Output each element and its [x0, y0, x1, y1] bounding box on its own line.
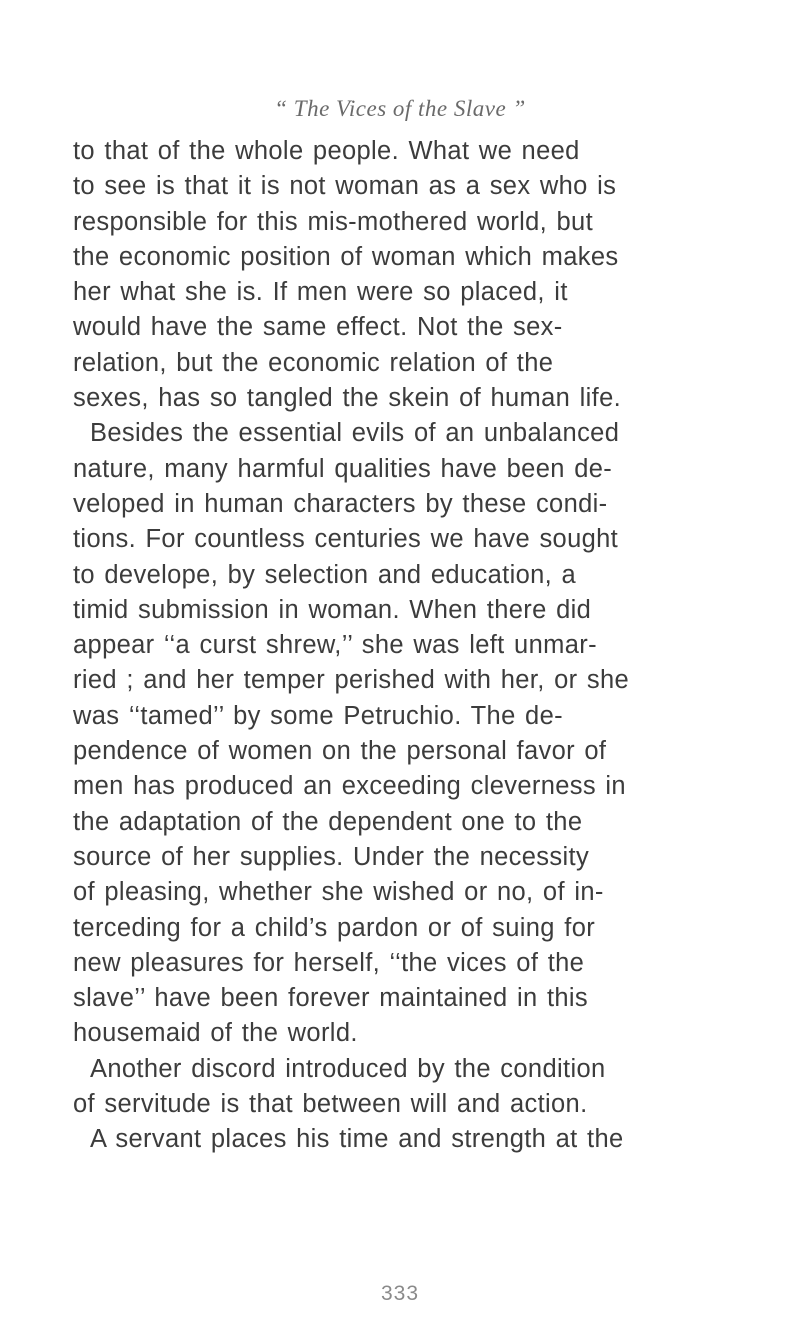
text-line: men has produced an exceeding cleverness in	[73, 772, 626, 801]
text-line: veloped in human characters by these condi-	[73, 489, 608, 518]
body-text	[73, 134, 663, 1158]
text-line: her what she is. If men were so placed, it	[73, 278, 568, 307]
text-line: slave’’ have been forever maintained in this	[73, 984, 589, 1013]
text-line: housemaid of the world.	[73, 1019, 358, 1048]
text-line: of servitude is that between will and action.	[73, 1090, 588, 1119]
page-number: 333	[380, 1282, 420, 1305]
running-head: “ The Vices of the Slave ”	[274, 96, 526, 121]
text-line: was ‘‘tamed’’ by some Petruchio. The de-	[73, 701, 563, 730]
text-line: relation, but the economic relation of the	[73, 348, 554, 377]
text-line: would have the same effect. Not the sex-	[73, 313, 563, 342]
text-line: Another discord introduced by the condition	[90, 1054, 606, 1083]
text-line: the economic position of woman which makes	[73, 242, 619, 271]
text-line: ried ; and her temper perished with her, or she	[73, 666, 630, 695]
text-line: Besides the essential evils of an unbalanced	[90, 419, 620, 448]
text-line: sexes, has so tangled the skein of human life.	[73, 384, 622, 413]
text-line: the adaptation of the dependent one to the	[73, 807, 583, 836]
text-line: to develope, by selection and education, a	[73, 560, 577, 589]
text-line: A servant places his time and strength at the	[90, 1125, 624, 1154]
text-line: appear ‘‘a curst shrew,’’ she was left unmar-	[73, 631, 597, 660]
text-line: to that of the whole people. What we need	[73, 137, 580, 165]
text-line: timid submission in woman. When there did	[73, 595, 592, 624]
text-line: responsible for this mis-mothered world, but	[73, 207, 594, 236]
text-line: source of her supplies. Under the necessity	[73, 842, 590, 871]
text-line: new pleasures for herself, ‘‘the vices of the	[73, 948, 585, 977]
text-line: pendence of women on the personal favor of	[73, 737, 607, 766]
text-line: tions. For countless centuries we have sought	[73, 525, 619, 554]
text-line: terceding for a child’s pardon or of suing for	[73, 913, 596, 942]
text-line: nature, many harmful qualities have been de-	[73, 454, 613, 483]
text-line: to see is that it is not woman as a sex who is	[73, 172, 617, 201]
text-line: of pleasing, whether she wished or no, of in-	[73, 878, 604, 907]
